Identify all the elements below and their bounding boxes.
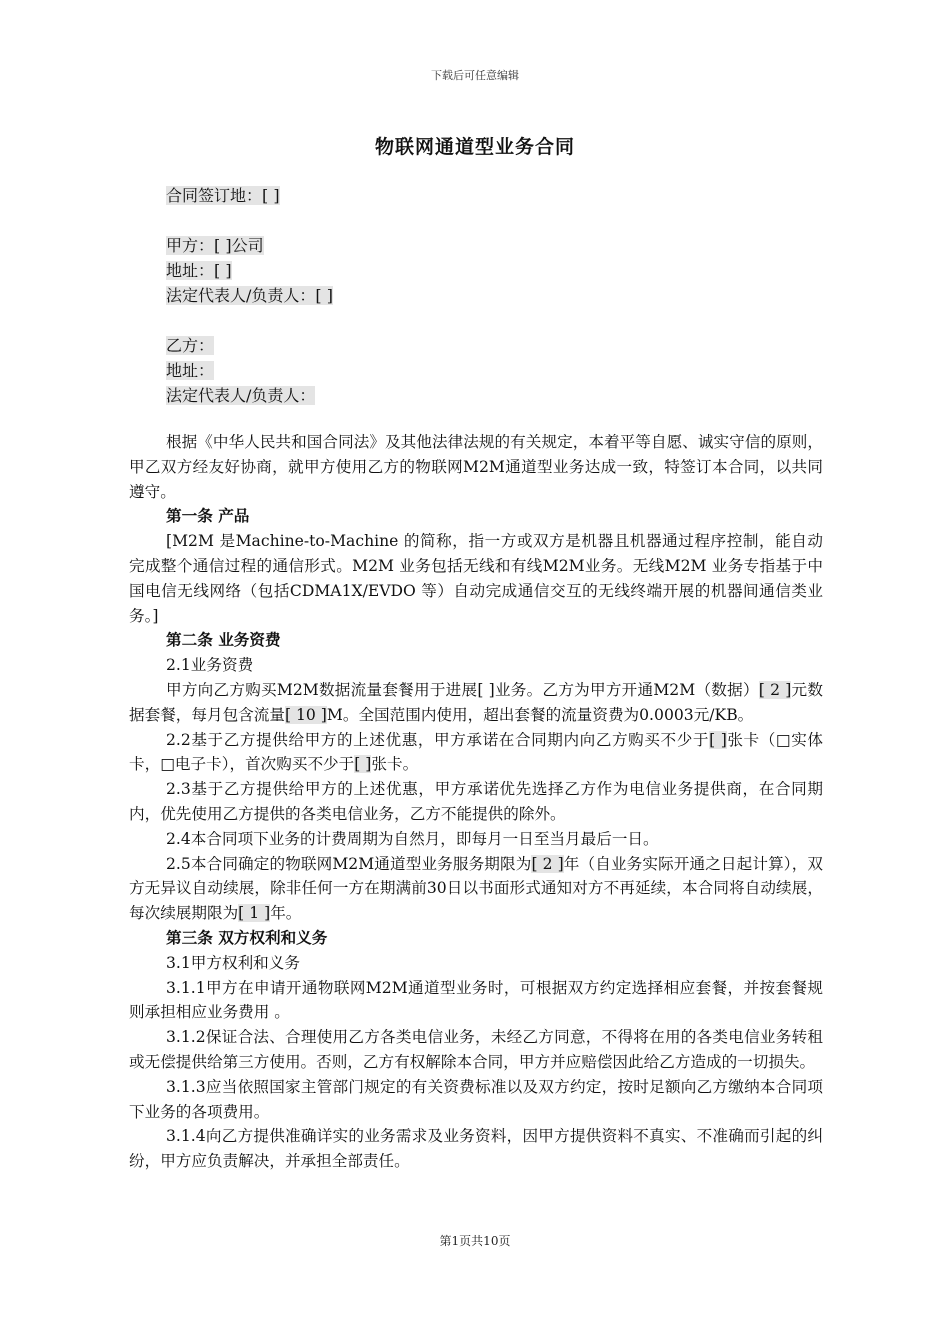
party-b-name-text: 乙方： xyxy=(166,336,215,355)
clause-2-1-text-a: 甲方向乙方购买M2M数据流量套餐用于进展[ ]业务。乙方为甲方开通M2M（数据） xyxy=(166,680,759,699)
party-a-name-field xyxy=(166,233,264,258)
clause-3-1-1-paragraph: 3.1.1甲方在申请开通物联网M2M通道型业务时，可根据双方约定选择相应套餐，并按套餐规则承担相应业务费用 。 xyxy=(129,978,823,1022)
clause-2-1-heading: 2.1业务资费 xyxy=(166,656,254,675)
card-count-field: [ ] xyxy=(709,730,727,749)
clause-2-5-text-c: 年。 xyxy=(270,904,302,923)
party-b-address-text: 地址： xyxy=(166,361,215,380)
clause-3-1-2-paragraph: 3.1.2保证合法、合理使用乙方各类电信业务，未经乙方同意，不得将在用的各类电信业务转租或无偿提供给第三方使用。否则，乙方有权解除本合同，甲方并应赔偿因此给乙方造成的一切损失。 xyxy=(129,1028,823,1071)
clause-2-4-paragraph: 2.4本合同项下业务的计费周期为自然月，即每月一日至当月最后一日。 xyxy=(166,829,659,848)
clause-2-1-text-c: M。全国范围内使用，超出套餐的流量资费为0.0003元/KB。 xyxy=(326,705,754,724)
renewal-term-field: [ 1 ] xyxy=(238,904,271,923)
party-b-rep-field xyxy=(166,383,315,408)
party-a-rep-field xyxy=(166,283,333,308)
sign-place-text: 合同签订地：[ ] xyxy=(166,186,280,205)
party-b-address-field xyxy=(166,358,214,383)
flow-amount-field: [ 10 ] xyxy=(284,705,327,724)
party-b-name-field xyxy=(166,333,214,358)
party-b-rep-text: 法定代表人/负责人： xyxy=(166,386,316,405)
article-2-heading: 第二条 业务资费 xyxy=(166,630,281,650)
article-1-text: [M2M 是Machine-to-Machine 的简称，指一方或双方是机器且机器通过程序控制，能自动完成整个通信过程的通信形式。M2M 业务包括无线和有线M2M业务。无线M2M 业务专指基于中国电信无线网络（包括CDMA1X/EVDO 等）自动完成通信交互的无线终端开展的机器间通信类业务。] xyxy=(129,532,823,625)
first-purchase-field: [ ] xyxy=(354,755,372,774)
clause-2-5-text-b: 年（自业务实际开通之日起计算），双方无异议自动续展，除非任何一方在期满前30日以书面形式通知对方不再延续，本合同将自动续展，每次续展期限为 xyxy=(129,854,824,923)
clause-3-1-4-paragraph: 3.1.4向乙方提供准确详实的业务需求及业务资料，因甲方提供资料不真实、不准确而引起的纠纷，甲方应负责解决，并承担全部责任。 xyxy=(129,1127,823,1171)
clause-2-2-paragraph xyxy=(129,728,823,778)
preamble-paragraph: 根据《中华人民共和国合同法》及其他法律法规的有关规定，本着平等自愿、诚实守信的原则，甲乙双方经友好协商，就甲方使用乙方的物联网M2M通道型业务达成一致，特签订本合同，以共同遵守。 xyxy=(129,433,823,501)
contract-body xyxy=(129,430,823,1174)
sign-place-field xyxy=(166,183,280,208)
service-term-field: [ 2 ] xyxy=(531,854,564,873)
clause-2-1-paragraph xyxy=(129,678,823,728)
plan-amount-field: [ 2 ] xyxy=(758,680,792,699)
document-title: 物联网通道型业务合同 xyxy=(374,136,575,158)
article-1-heading: 第一条 产品 xyxy=(166,506,250,526)
party-a-rep-text: 法定代表人/负责人：[ ] xyxy=(166,286,333,305)
clause-2-3-paragraph: 2.3基于乙方提供给甲方的上述优惠，甲方承诺优先选择乙方作为电信业务提供商，在合同期内，优先使用乙方提供的各类电信业务，乙方不能提供的除外。 xyxy=(129,780,823,823)
clause-2-5-paragraph xyxy=(129,852,823,926)
clause-2-5-text-a: 2.5本合同确定的物联网M2M通道型业务服务期限为 xyxy=(166,854,532,873)
clause-2-2-text-b: 张卡（□实体卡，□电子卡），首次购买不少于 xyxy=(129,730,824,774)
party-a-address-text: 地址：[ ] xyxy=(166,261,232,280)
party-a-address-field xyxy=(166,258,232,283)
clause-2-2-text-c: 张卡。 xyxy=(371,755,419,774)
clause-3-1-3-paragraph: 3.1.3应当依照国家主管部门规定的有关资费标准以及双方约定，按时足额向乙方缴纳本合同项下业务的各项费用。 xyxy=(129,1077,823,1121)
page-number-footer: 第1页共10页 xyxy=(439,1234,511,1248)
article-3-heading: 第三条 双方权利和义务 xyxy=(166,927,328,947)
clause-2-1-text-b: 元数据套餐，每月包含流量 xyxy=(129,680,823,724)
party-a-name-text: 甲方：[ ]公司 xyxy=(166,236,264,255)
page-header-note: 下载后可任意编辑 xyxy=(431,69,519,82)
clause-3-1-heading: 3.1甲方权利和义务 xyxy=(166,953,300,972)
clause-2-2-text-a: 2.2基于乙方提供给甲方的上述优惠，甲方承诺在合同期内向乙方购买不少于 xyxy=(166,730,710,749)
